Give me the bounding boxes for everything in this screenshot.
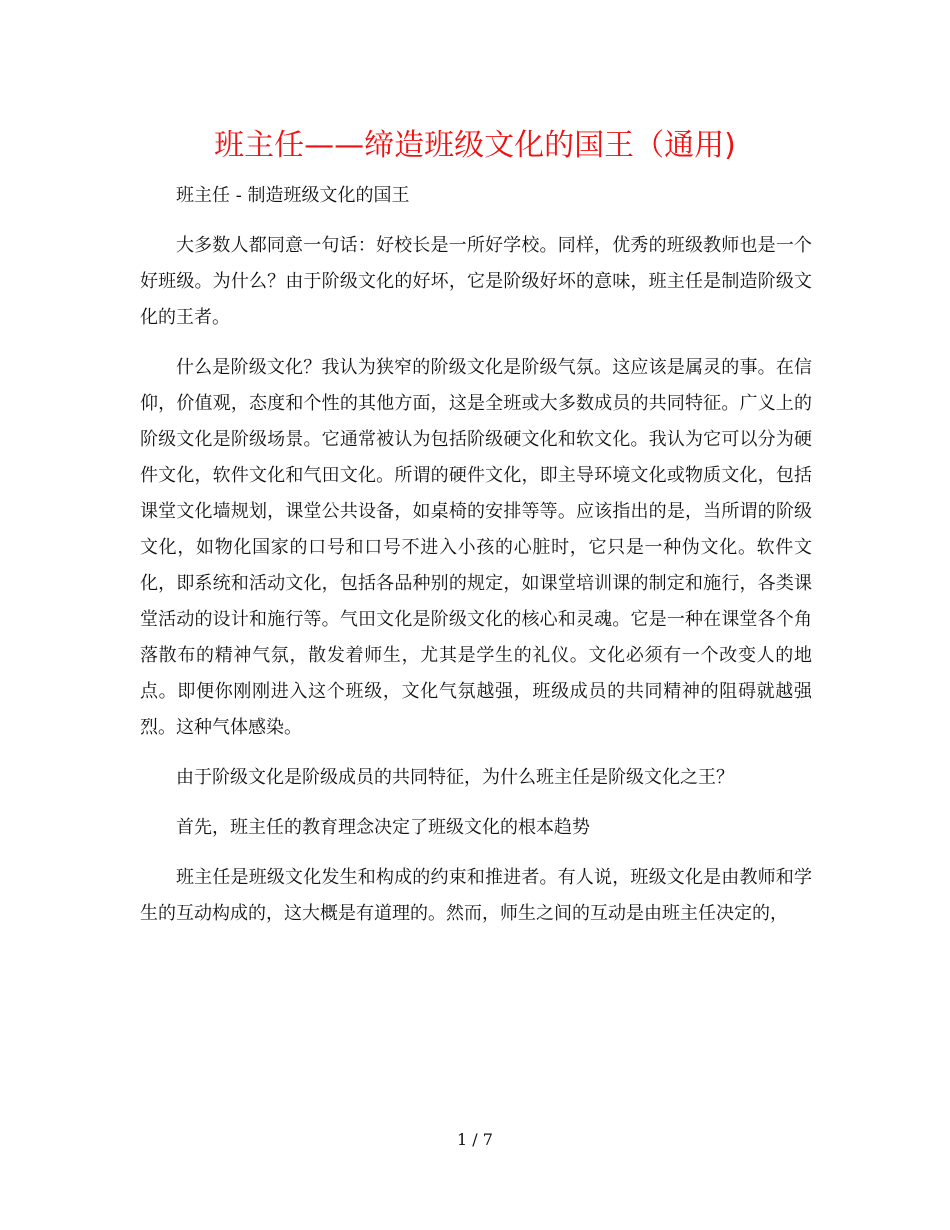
page-number: 1 / 7 [457, 1130, 493, 1149]
paragraph: 由于阶级文化是阶级成员的共同特征，为什么班主任是阶级文化之王？ [176, 767, 734, 788]
document-body [140, 178, 812, 946]
paragraph: 首先，班主任的教育理念决定了班级文化的根本趋势 [176, 817, 590, 838]
paragraph: 大多数人都同意一句话：好校长是一所好学校。同样，优秀的班级教师也是一个好班级。为什么？由于阶级文化的好坏，它是阶级好坏的意味，班主任是制造阶级文化的王者。 [140, 235, 812, 328]
paragraph: 什么是阶级文化？我认为狭窄的阶级文化是阶级气氛。这应该是属灵的事。在信仰，价值观，态度和个性的其他方面，这是全班或大多数成员的共同特征。广义上的阶级文化是阶级场景。它通常被认为包括阶级硬文化和软文化。我认为它可以分为硬件文化，软件文化和气田文化。所谓的硬件文化，即主导环境文化或物质文化，包括课堂文化墙规划，课堂公共设备，如桌椅的安排等等。应该指出的是，当所谓的阶级文化，如物化国家的口号和口号不进入小孩的心脏时，它只是一种伪文化。软件文化，即系统和活动文化，包括各品种别的规定，如课堂培训课的制定和施行，各类课堂活动的设计和施行等。气田文化是阶级文化的核心和灵魂。它是一种在课堂各个角落散布的精神气氛，散发着师生，尤其是学生的礼仪。文化必须有一个改变人的地点。即便你刚刚进入这个班级，文化气氛越强，班级成员的共同精神的阻碍就越强烈。这种气体感染。 [140, 357, 812, 738]
paragraph: 班主任是班级文化发生和构成的约束和推进者。有人说，班级文化是由教师和学生的互动构成的，这大概是有道理的。然而，师生之间的互动是由班主任决定的， [140, 867, 812, 924]
paragraph: 班主任 - 制造班级文化的国王 [176, 185, 410, 206]
document-title: 班主任——缔造班级文化的国王（通用) [214, 128, 736, 163]
